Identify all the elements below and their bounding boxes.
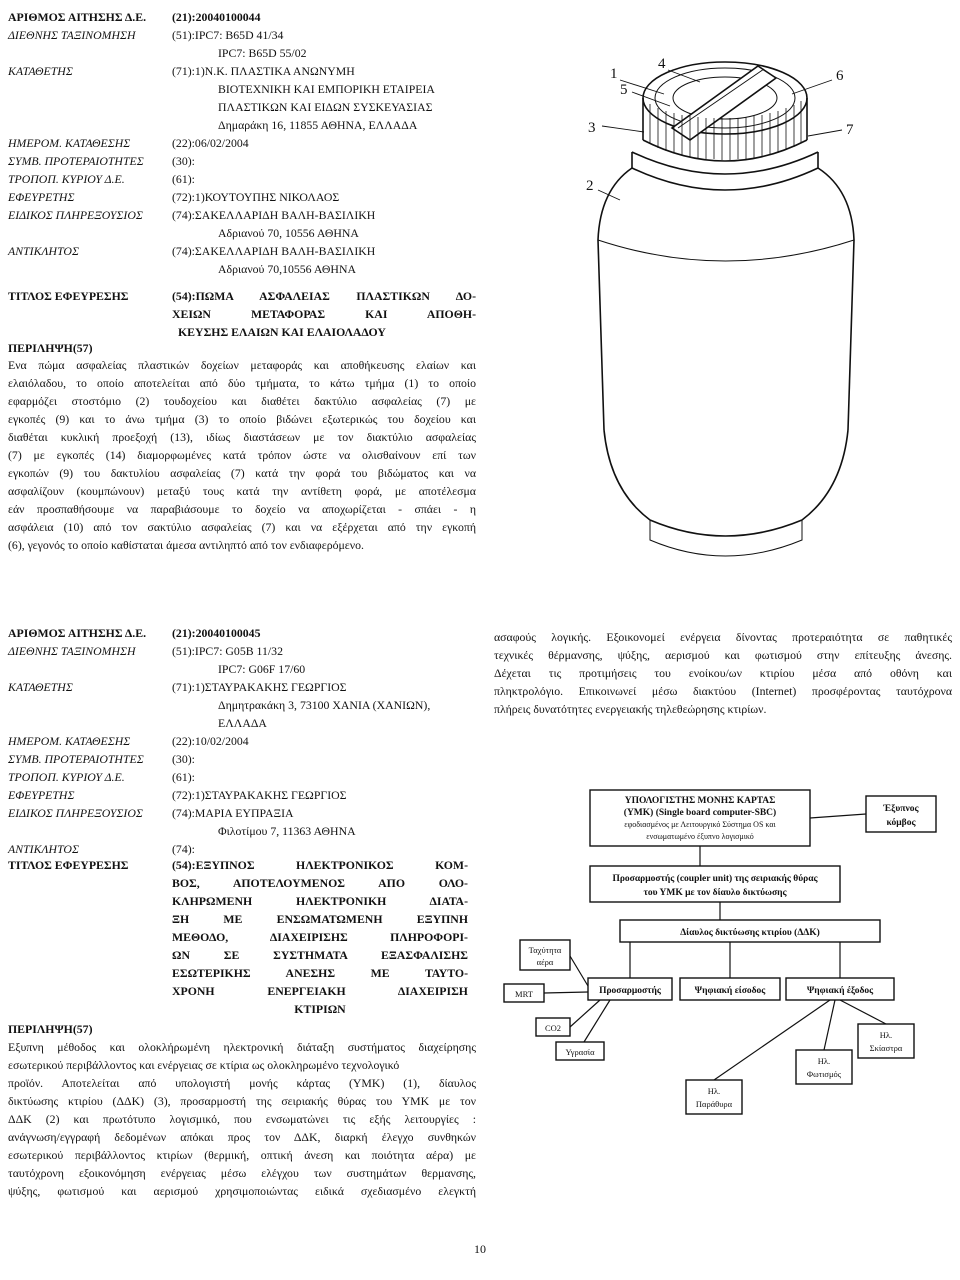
field-value: (61): [172,172,195,186]
abstract-line: ασφαλίζουν (κουμπώνουν) μεταξύ τους κατά την αντίθετη φορά, με αποτέλεσμα [8,484,476,498]
field-row [8,44,568,62]
field-label: ΕΙΔΙΚΟΣ ΠΛΗΡΕΞΟΥΣΙΟΣ [8,806,143,820]
field-row [8,224,568,242]
abstract-line: δικτύωσης κτιρίου (ΔΔΚ) (3), προσαρμοστή της σειριακής θύρας του ΥΜΚ με τον [8,1094,476,1108]
field-label: ΤΡΟΠΟΠ. ΚΥΡΙΟΥ Δ.Ε. [8,172,125,186]
abstract-line: πλήρεις δυνατότητες ενεργειακής τηλεθεώρησης κτιρίων. [494,702,767,716]
entry-2-abstract [8,1038,476,1200]
field-label: ΑΡΙΘΜΟΣ ΑΙΤΗΣΗΣ Δ.Ε. [8,626,147,640]
abstract-line: εγκοπών (9) του δακτυλίου ασφαλείας (7) κατά την φορά του βιδώματος και να [8,466,476,480]
field-label: ΤΡΟΠΟΠ. ΚΥΡΙΟΥ Δ.Ε. [8,770,125,784]
abstract-line: ΔΔΚ (2) και πρωτότυπο λογισμικό, που ενσωματώνει τις εξής λειτουργίες : [8,1112,476,1126]
title-label: ΤΙΤΛΟΣ ΕΦΕΥΡΕΣΗΣ [8,289,129,303]
field-value: (51):IPC7: G05B 11/32 [172,644,283,658]
field-label: ΗΜΕΡΟΜ. ΚΑΤΑΘΕΣΗΣ [8,136,131,150]
field-value: IPC7: G06F 17/60 [218,662,306,676]
abstract-line: εάν προσπαθήσουμε να παραβιάσουμε το δοχείο να αποχωρίζεται - σπάει - η [8,502,476,516]
field-label: ΔΙΕΘΝΗΣ ΤΑΞΙΝΟΜΗΣΗ [8,644,136,658]
lights-label: Ηλ. [817,1056,831,1066]
page-number: 10 [474,1242,486,1256]
field-row [8,678,568,696]
title-line: ΜΕΘΟΔΟ, ΔΙΑΧΕΙΡΙΣΗΣ ΠΛΗΡΟΦΟΡΙ- [172,930,468,944]
shade-label: Ηλ. [879,1030,893,1040]
title-line: ΧΡΟΝΗ ΕΝΕΡΓΕΙΑΚΗ ΔΙΑΧΕΙΡΙΣΗ [172,984,468,998]
title-label: ΤΙΤΛΟΣ ΕΦΕΥΡΕΣΗΣ [8,858,129,872]
field-row [8,80,568,98]
ymk-label: (ΥΜΚ) (Single board computer-SBC) [623,808,777,818]
window-label: Παράθυρα [695,1099,733,1109]
abstract-line: εγκοπές (9) και το άνω τμήμα (3) το οποίο βιδώνει εξωτερικώς του δοχείου και [8,412,476,426]
field-value: Δημαράκη 16, 11855 ΑΘΗΝΑ, ΕΛΛΑΔΑ [218,118,418,132]
abstract-line: Ενα πώμα ασφαλείας πλαστικών δοχείων μεταφοράς και αποθήκευσης ελαίων και [8,358,476,372]
title-line: ΚΤΙΡΙΩΝ [294,1002,346,1016]
abstract-heading: ΠΕΡΙΛΗΨΗ(57) [8,1022,93,1036]
title-line: ΩΝ ΣΕ ΣΥΣΤΗΜΑΤΑ ΕΞΑΣΦΑΛΙΣΗΣ [172,948,468,962]
in-adapter-label: Προσαρμοστής [599,986,661,996]
field-row [8,768,568,786]
title-line: ΧΕΙΩΝ ΜΕΤΑΦΟΡΑΣ ΚΑΙ ΑΠΟΘΗ- [172,307,476,321]
title-line: ΚΛΗΡΩΜΕΝΗ ΗΛΕΚΤΡΟΝΙΚΗ ΔΙΑΤΑ- [172,894,468,908]
field-row [8,804,568,822]
co2-label: CO2 [544,1023,562,1033]
title-line: ΞΗ ΜΕ ΕΝΣΩΜΑΤΩΜΕΝΗ ΕΞΥΠΝΗ [172,912,468,926]
field-row [8,206,568,224]
field-value: ΒΙΟΤΕΧΝΙΚΗ ΚΑΙ ΕΜΠΟΡΙΚΗ ΕΤΑΙΡΕΙΑ [218,82,435,96]
figure-label: 5 [620,82,628,98]
field-value: (72):1)ΣΤΑΥΡΑΚΑΚΗΣ ΓΕΩΡΓΙΟΣ [172,788,347,802]
field-row [8,134,568,152]
field-label: ΕΙΔΙΚΟΣ ΠΛΗΡΕΞΟΥΣΙΟΣ [8,208,143,222]
air-speed-label: αέρα [536,957,554,967]
abstract-line: εσωτερικού περιβάλλοντος και ενέργειας σε κτίρια ως ολοκληρωμένο τεχνολογικό [8,1058,400,1072]
field-label: ΑΝΤΙΚΛΗΤΟΣ [8,244,79,258]
abstract-line: ασαφούς λογικής. Εξοικονομεί ενέργεια δίνοντας προτεραιότητα σε παθητικές [494,630,952,644]
abstract-line: Δέχεται τις προτιμήσεις του ενοίκου/ων κτιρίου μέσα από οθόνη και [494,666,952,680]
field-label: ΣΥΜΒ. ΠΡΟΤΕΡΑΙΟΤΗΤΕΣ [8,752,144,766]
field-label: ΑΡΙΘΜΟΣ ΑΙΤΗΣΗΣ Δ.Ε. [8,10,147,24]
field-row [8,170,568,188]
field-row [8,660,568,678]
ymk-label: εφοδιασμένος με Λειτουργικό Σύστημα OS και [624,820,776,829]
field-value: ΠΛΑΣΤΙΚΩΝ ΚΑΙ ΕΙΔΩΝ ΣΥΣΚΕΥΑΣΙΑΣ [218,100,433,114]
abstract-heading: ΠΕΡΙΛΗΨΗ(57) [8,341,93,355]
field-row [8,822,568,840]
abstract-line: εφαρμόζει στοστόμιο (2) τουδοχείου και διαθέτει δακτύλιο ασφαλείας (7) με [8,394,476,408]
field-value: (71):1)ΣΤΑΥΡΑΚΑΚΗΣ ΓΕΩΡΓΙΟΣ [172,680,347,694]
field-row [8,750,568,768]
entry-2-abstract-continued [494,628,952,718]
abstract-line: (6), γεγονός το οποίο καθίσταται άμεσα αντιληπτό από τον ενδιαφερόμενο. [8,538,364,552]
entry-2-title [172,856,468,1018]
field-value: Φιλοτίμου 7, 11363 ΑΘΗΝΑ [218,824,356,838]
window-label: Ηλ. [707,1086,721,1096]
figure-label: 6 [836,68,844,84]
field-row [8,98,568,116]
field-row [8,62,568,80]
field-value: (21):20040100045 [172,626,261,640]
air-speed-label: Ταχύτητα [528,945,562,955]
out-port-label: Ψηφιακή έξοδος [806,986,874,996]
field-value: (30): [172,752,195,766]
entry-1-title-label [8,287,129,305]
field-value: IPC7: B65D 55/02 [218,46,307,60]
abstract-line: προϊόν. Αποτελείται από υπολογιστή μονής κάρτας (ΥΜΚ) (1), δίαυλος [8,1076,476,1090]
adapter-label: του ΥΜΚ με τον δίαυλο δικτύωσης [643,888,787,898]
field-label: ΕΦΕΥΡΕΤΗΣ [8,190,75,204]
field-row [8,260,568,278]
field-value: (30): [172,154,195,168]
figure-label: 4 [658,56,666,72]
field-row [8,242,568,260]
entry-1-abstract [8,356,476,554]
abstract-line: ταυτόχρονη εξοικονόμηση ενέργειας μέσω ελέγχου των συστημάτων θερμανσης, [8,1166,476,1180]
field-value: (22):10/02/2004 [172,734,249,748]
lights-label: Φωτισμός [806,1069,842,1079]
shade-label: Σκίαστρα [869,1043,903,1053]
field-label: ΚΑΤΑΘΕΤΗΣ [8,680,73,694]
field-value: (74):ΣΑΚΕΛΛΑΡΙΔΗ ΒΑΛΗ-ΒΑΣΙΛΙΚΗ [172,244,376,258]
field-value: (74):ΣΑΚΕΛΛΑΡΙΔΗ ΒΑΛΗ-ΒΑΣΙΛΙΚΗ [172,208,376,222]
entry-1-fields [8,8,568,278]
field-row [8,8,568,26]
field-row [8,116,568,134]
field-value: (22):06/02/2004 [172,136,249,150]
field-label: ΣΥΜΒ. ΠΡΟΤΕΡΑΙΟΤΗΤΕΣ [8,154,144,168]
field-value: (74): [172,842,195,856]
entry-1-title [172,287,476,341]
field-row [8,624,568,642]
title-line: (54):ΕΞΥΠΝΟΣ ΗΛΕΚΤΡΟΝΙΚΟΣ ΚΟΜ- [172,858,468,872]
field-value: (72):1)ΚΟΥΤΟΥΠΗΣ ΝΙΚΟΛΑΟΣ [172,190,340,204]
abstract-line: (7) με εγκοπές (14) διαμορφωμένες κατά τρόπον ώστε να ολισθαίνουν επί των [8,448,476,462]
field-value: (74):ΜΑΡΙΑ ΕΥΠΡΑΞΙΑ [172,806,294,820]
smart-node-label: κόμβος [886,818,916,828]
figure-label: 2 [586,178,594,194]
field-value: (51):IPC7: B65D 41/34 [172,28,284,42]
field-label: ΕΦΕΥΡΕΤΗΣ [8,788,75,802]
field-value: (61): [172,770,195,784]
smart-node-label: Έξυπνος [883,804,919,814]
field-label: ΔΙΕΘΝΗΣ ΤΑΞΙΝΟΜΗΣΗ [8,28,136,42]
abstract-line: ανάγνωση/εγγραφή δεδομένων απόκαι προς τον ΔΔΚ, διαρκή έλεγχο συνθηκών [8,1130,476,1144]
field-row [8,714,568,732]
adapter-label: Προσαρμοστής (coupler unit) της σειριακής θύρας [612,874,818,884]
field-value: ΕΛΛΑΔΑ [218,716,267,730]
field-row [8,152,568,170]
field-row [8,188,568,206]
ymk-label: ΥΠΟΛΟΓΙΣΤΗΣ ΜΟΝΗΣ ΚΑΡΤΑΣ [624,796,776,806]
abstract-line: ελαιόλαδου, το οποίο αποτελείται από δύο τμήματα, το κάτω τμήμα (1) το οποίο [8,376,476,390]
abstract-line: Εξυπνη μέθοδος και ολοκλήρωμένη ηλεκτρονική διάταξη συστήματος διαχείρησης [8,1040,476,1054]
field-label: ΗΜΕΡΟΜ. ΚΑΤΑΘΕΣΗΣ [8,734,131,748]
ymk-label: ενσωματωμένο έξυπνο λογισμικό [646,832,754,841]
figure-label: 7 [846,122,854,138]
figure-label: 1 [610,66,618,82]
mrt-label: MRT [515,989,533,999]
humidity-label: Υγρασία [565,1047,595,1057]
bus-label: Δίαυλος δικτύωσης κτιρίου (ΔΔΚ) [680,928,820,938]
field-row [8,642,568,660]
title-line: ΚΕΥΣΗΣ ΕΛΑΙΩΝ ΚΑΙ ΕΛΑΙΟΛΑΔΟΥ [178,325,386,339]
field-value: Αδριανού 70, 10556 ΑΘΗΝΑ [218,226,359,240]
field-label: ΑΝΤΙΚΛΗΤΟΣ [8,842,79,856]
field-row [8,786,568,804]
figure-label: 3 [588,120,596,136]
field-value: (71):1)Ν.Κ. ΠΛΑΣΤΙΚΑ ΑΝΩΝΥΜΗ [172,64,355,78]
abstract-line: εσωτερικού περιβάλλοντος κτιρίων (θερμική, οπτική άνεση και ποιότητα αέρα) με [8,1148,476,1162]
field-row [8,26,568,44]
field-value: Αδριανού 70,10556 ΑΘΗΝΑ [218,262,356,276]
title-line: ΕΣΩΤΕΡΙΚΗΣ ΑΝΕΣΗΣ ΜΕ ΤΑΥΤΟ- [172,966,468,980]
entry-2-fields [8,624,568,864]
abstract-line: ψύξης, φωτισμού και αερισμού χρησιμοποιώντας ειδικά σχεδιασμένο ελεγκτή [8,1184,476,1198]
abstract-line: πληκτρολόγιο. Επικοινωνεί μέσω διακτύου (Internet) προσφέροντας ταυτόχρονα [494,684,952,698]
field-value: (21):20040100044 [172,10,261,24]
abstract-line: διαθέται κυκλική προεξοχή (13), ιδίως διαστάσεων με τον διακτύλιο ασφαλείας [8,430,476,444]
entry-2-title-label [8,856,129,874]
title-line: ΒΟΣ, ΑΠΟΤΕΛΟΥΜΕΝΟΣ ΑΠΟ ΟΛΟ- [172,876,468,890]
system-block-diagram [500,780,960,1120]
field-row [8,696,568,714]
container-drawing [580,40,900,580]
abstract-line: τεχνικές θέρμανσης, ψύξης, αερισμού και φωτισμού στην επίτευξης άνεσης. [494,648,952,662]
field-value: Δημητρακάκη 3, 73100 ΧΑΝΙΑ (ΧΑΝΙΩΝ), [218,698,431,712]
abstract-line: ασφάλεια (10) από τον σακτύλιο ασφαλείας (7) και να εξέρχεται από την εγκοπή [8,520,476,534]
in-port-label: Ψηφιακή είσοδος [694,986,766,996]
title-line: (54):ΠΩΜΑ ΑΣΦΑΛΕΙΑΣ ΠΛΑΣΤΙΚΩΝ ΔΟ- [172,289,476,303]
field-label: ΚΑΤΑΘΕΤΗΣ [8,64,73,78]
field-row [8,732,568,750]
